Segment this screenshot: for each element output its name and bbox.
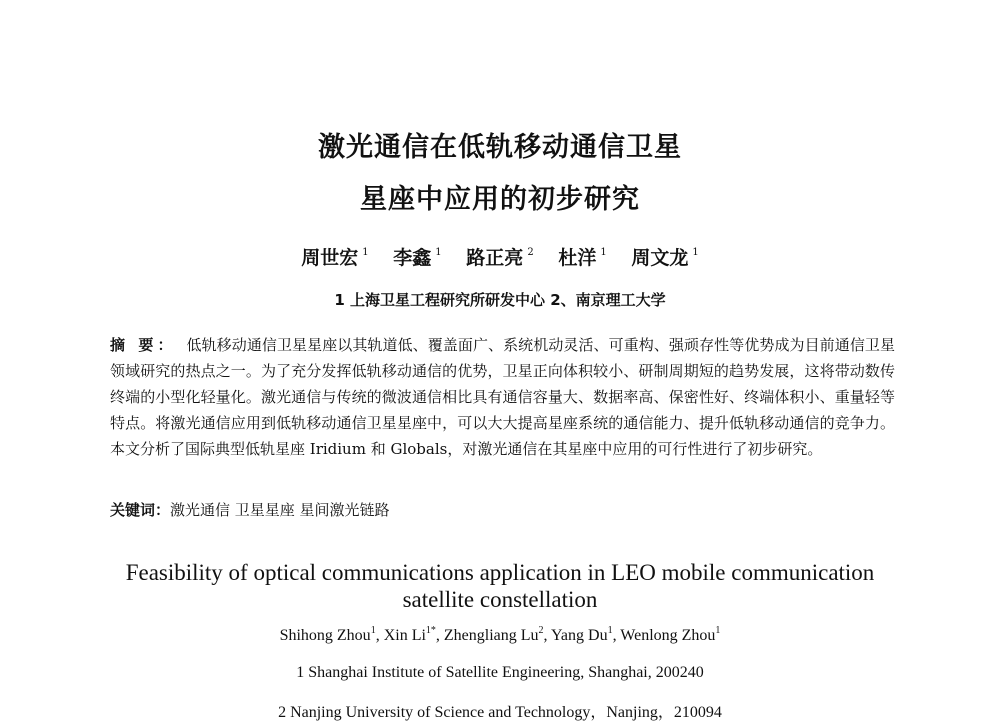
keywords-text: 激光通信 卫星星座 星间激光链路 — [170, 501, 390, 519]
author-1 — [301, 247, 368, 269]
author-superscript: 1 — [600, 247, 607, 258]
english-affiliation-2: 2 Nanjing University of Science and Technology，Nanjing，210094 — [278, 704, 722, 721]
author-name: 杜洋 — [558, 247, 597, 269]
author-name: Wenlong Zhou — [620, 627, 716, 644]
author-superscript: 2 — [538, 625, 544, 636]
english-title — [0, 559, 1000, 613]
english-author-list — [0, 620, 1000, 647]
chinese-title-line-2: 星座中应用的初步研究 — [360, 184, 640, 215]
author-superscript: 1 — [607, 625, 613, 636]
english-title-line-2: satellite constellation — [402, 587, 598, 612]
chinese-title-line-1: 激光通信在低轨移动通信卫星 — [318, 132, 682, 163]
author-name: 李鑫 — [393, 247, 432, 269]
author-3 — [466, 247, 533, 269]
abstract-text: 低轨移动通信卫星星座以其轨道低、覆盖面广、系统机动灵活、可重构、强顽存性等优势成为目前通信卫星领域研究的热点之一。为了充分发挥低轨移动通信的优势，卫星正向体积较小、研制周期短的趋势发展，这将带动数传终端的小型化轻量化。激光通信与传统的微波通信相比具有通信容量大、数据率高、保密性好、终端体积小、重量轻等特点。将激光通信应用到低轨移动通信卫星星座中，可以大大提高星座系统的通信能力、提升低轨移动通信的竞争力。本文分析了国际典型低轨星座 Iridium 和 Globals，对激光通信在其星座中应用的可行性进行了初步研究。 — [110, 336, 895, 458]
author-superscript: 1 — [715, 625, 721, 636]
author-5 — [631, 247, 698, 269]
author-separator: , — [435, 627, 444, 644]
author-name: Xin Li — [383, 627, 426, 644]
author-name: 周文龙 — [631, 247, 689, 269]
chinese-affiliation: 1 上海卫星工程研究所研发中心 2、南京理工大学 — [334, 291, 666, 309]
author-2 — [393, 247, 441, 269]
author-name: Shihong Zhou — [279, 627, 371, 644]
keywords — [110, 497, 895, 523]
author-4 — [558, 247, 606, 269]
author-separator: , — [612, 627, 621, 644]
english-title-line-1: Feasibility of optical communications application in LEO mobile communication — [125, 560, 875, 585]
abstract — [110, 332, 895, 462]
chinese-author-list — [0, 240, 1000, 271]
author-superscript: 1 — [435, 247, 442, 258]
author-separator: , — [543, 627, 551, 644]
author-name: Zhengliang Lu — [443, 627, 539, 644]
english-affiliation-1: 1 Shanghai Institute of Satellite Engineering, Shanghai, 200240 — [296, 664, 704, 681]
author-superscript: 1 — [362, 247, 369, 258]
author-name: 周世宏 — [301, 247, 359, 269]
author-name: Yang Du — [550, 627, 608, 644]
author-name: 路正亮 — [466, 247, 524, 269]
keywords-label: 关键词： — [110, 501, 171, 519]
author-superscript: 1 — [370, 625, 376, 636]
author-separator: , — [375, 627, 384, 644]
author-superscript: 2 — [527, 247, 534, 258]
abstract-label: 摘 要： — [110, 336, 177, 354]
author-superscript: 1* — [425, 625, 436, 636]
author-superscript: 1 — [692, 247, 699, 258]
